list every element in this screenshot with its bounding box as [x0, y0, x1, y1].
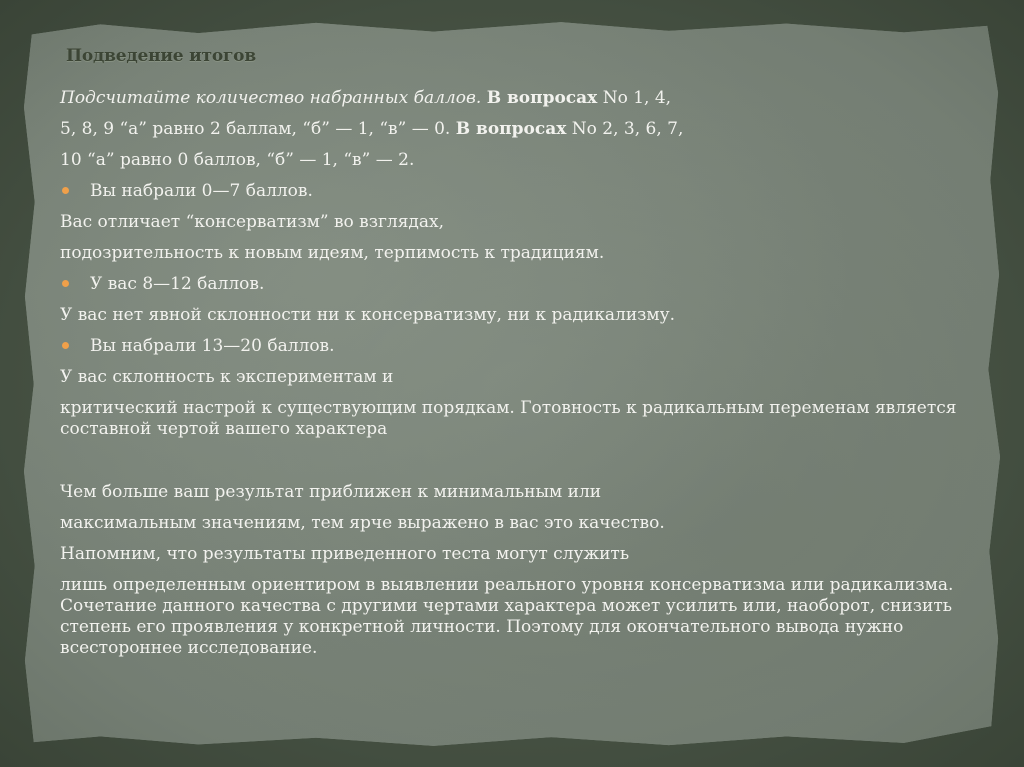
result-3-text-1: У вас склонность к экспериментам и: [60, 367, 394, 387]
result-range-1: Вы набрали 0—7 баллов.: [90, 181, 313, 201]
intro-questions-label-2: В вопросах: [455, 119, 567, 139]
intro-line-2: [60, 119, 990, 150]
result-2-text-1: У вас нет явной склонности ни к консерватизму, ни к радикализму.: [60, 305, 676, 325]
spacer: [60, 450, 990, 482]
intro-questions-list-1: No 1, 4,: [602, 88, 672, 108]
intro-questions-label-1: В вопросах: [486, 88, 598, 108]
result-bullet-2: [60, 274, 990, 305]
result-range-2: У вас 8—12 баллов.: [90, 274, 265, 294]
bullet-dot-icon: [62, 342, 69, 349]
slide-content: [60, 88, 990, 669]
result-3-text-2: критический настрой к существующим порядкам. Готовность к радикальным переменам является составной чертой вашего характера: [60, 398, 957, 439]
conclusion-text-2: максимальным значениям, тем ярче выражено в вас это качество.: [60, 513, 665, 533]
result-range-3: Вы набрали 13—20 баллов.: [90, 336, 335, 356]
intro-line-1: [60, 88, 990, 119]
conclusion-text-4: лишь определенным ориентиром в выявлении реального уровня консерватизма или радикализма. Сочетание данного качества с другими чертами характера может усилить или, наоборот, снизить степень его проявления у конкретной личности. Поэтому для окончательного вывода нужно всестороннее исследование.: [60, 575, 954, 658]
result-bullet-3: [60, 336, 990, 367]
slide-title: Подведение итогов: [66, 46, 256, 66]
result-1-text-2: подозрительность к новым идеям, терпимость к традициям.: [60, 243, 605, 263]
result-bullet-1: [60, 181, 990, 212]
intro-instruction: Подсчитайте количество набранных баллов.: [60, 88, 482, 108]
bullet-dot-icon: [62, 187, 69, 194]
result-1-text-1: Вас отличает “консерватизм” во взглядах,: [60, 212, 445, 232]
conclusion-text-1: Чем больше ваш результат приближен к минимальным или: [60, 482, 602, 502]
intro-questions-list-2: No 2, 3, 6, 7,: [571, 119, 684, 139]
conclusion-text-3: Напомним, что результаты приведенного теста могут служить: [60, 544, 630, 564]
bullet-dot-icon: [62, 280, 69, 287]
intro-scoring-1: 5, 8, 9 “а” равно 2 баллам, “б” — 1, “в” — 0.: [60, 119, 451, 139]
intro-line-3: 10 “а” равно 0 баллов, “б” — 1, “в” — 2.: [60, 150, 415, 170]
